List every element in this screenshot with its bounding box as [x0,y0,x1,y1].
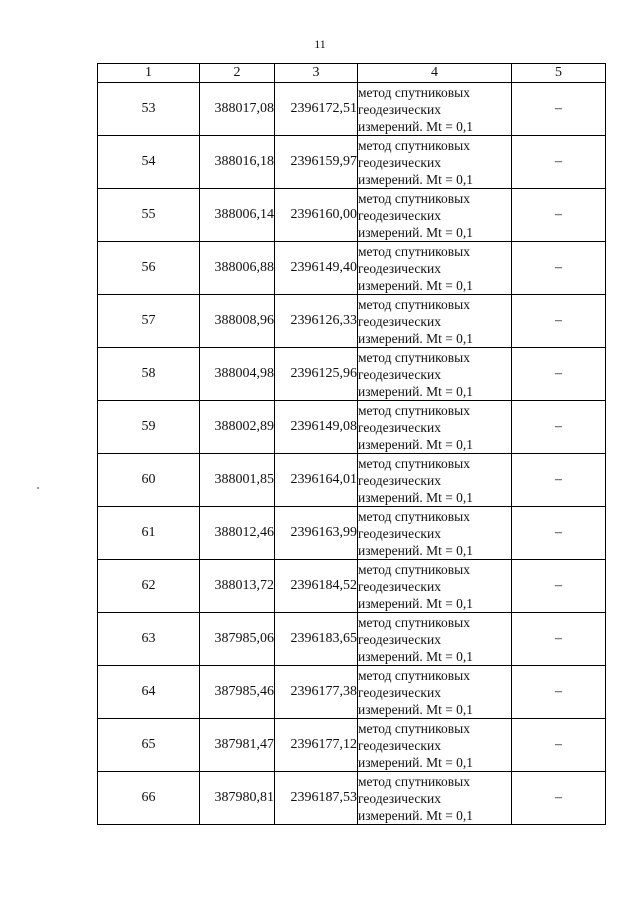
method-line: метод спутниковых [358,402,470,418]
table-row [98,613,606,666]
table-row [98,772,606,825]
y-coordinate-cell: 2396149,40 [275,242,358,295]
method-line: геодезических [358,790,441,806]
point-number-cell: 66 [98,772,200,825]
x-coordinate-cell: 387981,47 [200,719,275,772]
table-row [98,507,606,560]
y-coordinate-cell: 2396160,00 [275,189,358,242]
table-row [98,83,606,136]
method-line: измерений. Mt = 0,1 [358,330,474,346]
method-line: измерений. Mt = 0,1 [358,595,474,611]
method-line: метод спутниковых [358,190,470,206]
point-number-cell: 55 [98,189,200,242]
x-coordinate-cell: 388008,96 [200,295,275,348]
point-number-cell: 53 [98,83,200,136]
method-cell [358,613,512,666]
header-col-4: 4 [358,64,512,83]
table-row [98,348,606,401]
note-cell: – [512,401,606,454]
table-header [98,64,606,83]
method-line: геодезических [358,525,441,541]
point-number-cell: 59 [98,401,200,454]
point-number-cell: 63 [98,613,200,666]
y-coordinate-cell: 2396172,51 [275,83,358,136]
y-coordinate-cell: 2396177,38 [275,666,358,719]
table-row [98,295,606,348]
header-col-1: 1 [98,64,200,83]
note-cell: – [512,348,606,401]
method-line: измерений. Mt = 0,1 [358,701,474,717]
note-cell: – [512,242,606,295]
x-coordinate-cell: 387985,46 [200,666,275,719]
method-line: геодезических [358,578,441,594]
x-coordinate-cell: 388002,89 [200,401,275,454]
method-line: измерений. Mt = 0,1 [358,436,474,452]
table-row [98,560,606,613]
method-cell [358,83,512,136]
y-coordinate-cell: 2396159,97 [275,136,358,189]
point-number-cell: 65 [98,719,200,772]
method-cell [358,136,512,189]
method-cell [358,666,512,719]
method-cell [358,295,512,348]
note-cell: – [512,719,606,772]
y-coordinate-cell: 2396163,99 [275,507,358,560]
method-line: метод спутниковых [358,455,470,471]
method-cell [358,348,512,401]
note-cell: – [512,136,606,189]
y-coordinate-cell: 2396184,52 [275,560,358,613]
note-cell: – [512,666,606,719]
method-line: геодезических [358,313,441,329]
method-line: измерений. Mt = 0,1 [358,542,474,558]
method-line: измерений. Mt = 0,1 [358,754,474,770]
method-line: метод спутниковых [358,137,470,153]
method-line: геодезических [358,631,441,647]
point-number-cell: 60 [98,454,200,507]
method-line: метод спутниковых [358,667,470,683]
header-col-5: 5 [512,64,606,83]
note-cell: – [512,613,606,666]
note-cell: – [512,83,606,136]
note-cell: – [512,189,606,242]
method-line: метод спутниковых [358,773,470,789]
method-cell [358,242,512,295]
y-coordinate-cell: 2396164,01 [275,454,358,507]
y-coordinate-cell: 2396183,65 [275,613,358,666]
x-coordinate-cell: 388013,72 [200,560,275,613]
table-row [98,454,606,507]
y-coordinate-cell: 2396126,33 [275,295,358,348]
method-line: измерений. Mt = 0,1 [358,224,474,240]
method-cell [358,560,512,613]
method-line: метод спутниковых [358,720,470,736]
method-line: измерений. Mt = 0,1 [358,118,474,134]
x-coordinate-cell: 388004,98 [200,348,275,401]
point-number-cell: 62 [98,560,200,613]
point-number-cell: 57 [98,295,200,348]
x-coordinate-cell: 388012,46 [200,507,275,560]
point-number-cell: 61 [98,507,200,560]
method-line: геодезических [358,260,441,276]
y-coordinate-cell: 2396177,12 [275,719,358,772]
note-cell: – [512,772,606,825]
method-cell [358,454,512,507]
method-line: измерений. Mt = 0,1 [358,648,474,664]
coordinates-table [97,63,606,825]
note-cell: – [512,295,606,348]
table-row [98,719,606,772]
point-number-cell: 54 [98,136,200,189]
method-line: измерений. Mt = 0,1 [358,807,474,823]
x-coordinate-cell: 388017,08 [200,83,275,136]
table-row [98,136,606,189]
note-cell: – [512,507,606,560]
y-coordinate-cell: 2396125,96 [275,348,358,401]
method-cell [358,772,512,825]
table-row [98,242,606,295]
scan-speck [37,487,39,489]
method-line: измерений. Mt = 0,1 [358,171,474,187]
x-coordinate-cell: 387980,81 [200,772,275,825]
method-line: геодезических [358,154,441,170]
method-line: метод спутниковых [358,243,470,259]
x-coordinate-cell: 387985,06 [200,613,275,666]
y-coordinate-cell: 2396187,53 [275,772,358,825]
method-line: метод спутниковых [358,614,470,630]
method-line: метод спутниковых [358,561,470,577]
table-body [98,83,606,825]
method-cell [358,189,512,242]
method-cell [358,507,512,560]
x-coordinate-cell: 388016,18 [200,136,275,189]
method-line: измерений. Mt = 0,1 [358,277,474,293]
header-col-3: 3 [275,64,358,83]
method-line: геодезических [358,737,441,753]
method-line: метод спутниковых [358,84,470,100]
method-line: геодезических [358,419,441,435]
point-number-cell: 56 [98,242,200,295]
header-row [98,64,606,83]
method-cell [358,401,512,454]
point-number-cell: 58 [98,348,200,401]
note-cell: – [512,454,606,507]
table-row [98,401,606,454]
method-line: геодезических [358,101,441,117]
method-cell [358,719,512,772]
y-coordinate-cell: 2396149,08 [275,401,358,454]
page-number: 11 [314,37,326,51]
point-number-cell: 64 [98,666,200,719]
method-line: измерений. Mt = 0,1 [358,489,474,505]
header-col-2: 2 [200,64,275,83]
method-line: геодезических [358,366,441,382]
x-coordinate-cell: 388006,14 [200,189,275,242]
table-row [98,666,606,719]
method-line: метод спутниковых [358,508,470,524]
note-cell: – [512,560,606,613]
x-coordinate-cell: 388001,85 [200,454,275,507]
method-line: метод спутниковых [358,349,470,365]
method-line: геодезических [358,472,441,488]
method-line: геодезических [358,684,441,700]
table-row [98,189,606,242]
x-coordinate-cell: 388006,88 [200,242,275,295]
method-line: метод спутниковых [358,296,470,312]
method-line: измерений. Mt = 0,1 [358,383,474,399]
method-line: геодезических [358,207,441,223]
